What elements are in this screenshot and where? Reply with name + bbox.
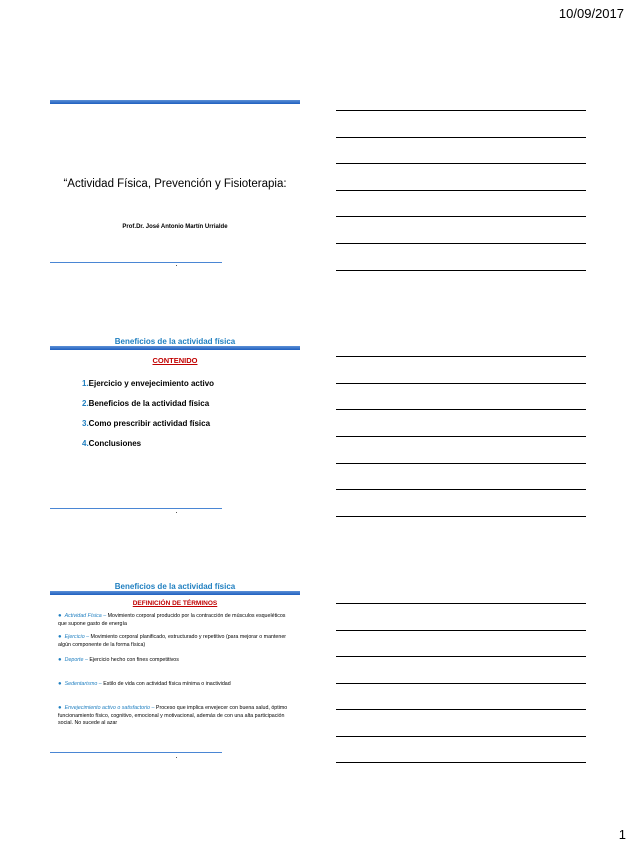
note-line (336, 436, 586, 437)
slide-3 (50, 581, 300, 761)
note-line (336, 243, 586, 244)
page-number: 1 (618, 827, 626, 842)
header-date: 10/09/2017 (558, 6, 624, 21)
note-line (336, 516, 586, 517)
note-line (336, 762, 586, 763)
slide-heading: Beneficios de la actividad física (114, 337, 236, 346)
toc-item: 4.Conclusiones (82, 439, 142, 448)
note-line (336, 709, 586, 710)
slide-1 (50, 100, 300, 280)
note-line (336, 683, 586, 684)
note-line (336, 110, 586, 111)
slide-top-bar (50, 100, 300, 104)
slide-bottom-line (50, 752, 222, 753)
note-line (336, 216, 586, 217)
toc-item: 1.Ejercicio y envejecimiento activo (82, 379, 215, 388)
slide-bottom-line (50, 508, 222, 509)
slide-subheading: DEFINICIÓN DE TÉRMINOS (132, 600, 218, 607)
toc-item: 2.Beneficios de la actividad física (82, 399, 210, 408)
slide-top-bar (50, 591, 300, 595)
definition-item: ● Envejecimiento activo o satisfactorio – Proceso que implica envejecer con buena salud, óptimo funcionamiento físico, cognitivo, emocional y motivacional, además de con una alta participación social. No sucede al azar (58, 705, 288, 726)
note-line (336, 163, 586, 164)
slide-dot (176, 512, 177, 513)
definition-item: ● Ejercicio – Movimiento corporal planificado, estructurado y repetitivo (para mejorar o mantener algún componente de la forma física) (58, 634, 287, 648)
slide-author: Prof.Dr. José Antonio Martín Urrialde (122, 224, 228, 230)
note-line (336, 409, 586, 410)
slide-subheading: CONTENIDO (152, 356, 198, 365)
note-line (336, 190, 586, 191)
slide-bottom-line (50, 262, 222, 263)
toc-item: 3.Como prescribir actividad física (82, 419, 211, 428)
slide-dot (176, 757, 177, 758)
note-line (336, 137, 586, 138)
slide-heading: Beneficios de la actividad física (114, 582, 236, 591)
definition-item: ● Deporte – Ejercicio hecho con fines competitivos (58, 657, 179, 663)
note-line (336, 270, 586, 271)
note-line (336, 356, 586, 357)
definition-item: ● Actividad Física – Movimiento corporal producido por la contracción de músculos esqueléticos que supone gasto de energía (58, 613, 286, 627)
note-line (336, 736, 586, 737)
definition-item: ● Sedentarismo – Estilo de vida con actividad física mínima o inactividad (58, 681, 231, 687)
note-line (336, 463, 586, 464)
slide-title: “Actividad Física, Prevención y Fisioterapia: (63, 178, 287, 190)
slide-2 (50, 336, 300, 516)
slide-dot (176, 265, 177, 266)
note-line (336, 630, 586, 631)
note-line (336, 383, 586, 384)
note-line (336, 656, 586, 657)
note-line (336, 603, 586, 604)
note-line (336, 489, 586, 490)
slide-top-bar (50, 346, 300, 350)
